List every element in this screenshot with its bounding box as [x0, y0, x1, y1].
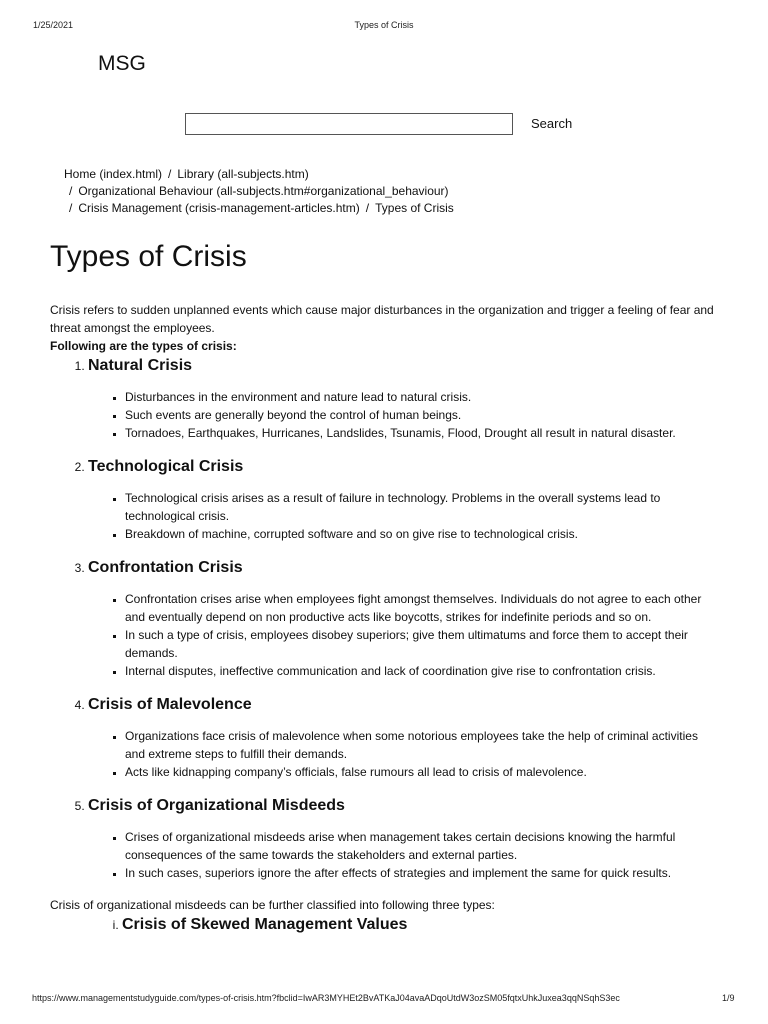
bullet-item: ▪ Breakdown of machine, corrupted software and so on give rise to technological crisis.	[125, 525, 720, 543]
breadcrumb-separator: /	[168, 167, 172, 181]
breadcrumb	[64, 166, 454, 217]
type-heading: Technological Crisis	[88, 458, 244, 475]
breadcrumb-org-behaviour-link[interactable]: Organizational Behaviour (all-subjects.htm#organizational_behaviour)	[78, 184, 449, 198]
types-lead: Following are the types of crisis:	[50, 339, 237, 353]
print-page-number: 1/9	[722, 993, 735, 1003]
bullet-item: ▪ Tornadoes, Earthquakes, Hurricanes, Landslides, Tsunamis, Flood, Drought all result in natural disaster.	[125, 424, 720, 442]
print-footer-url: https://www.managementstudyguide.com/types-of-crisis.htm?fbclid=IwAR3MYHEt2BvATKaJ04avaADqoUtdW3ozSM05fqtxUhkJuxea3qqNSqhS3ec	[32, 993, 620, 1003]
search-input[interactable]	[185, 113, 513, 135]
breadcrumb-library-link[interactable]: Library (all-subjects.htm)	[177, 167, 309, 181]
breadcrumb-line-2	[64, 183, 454, 200]
breadcrumb-current-page: Types of Crisis	[375, 201, 454, 215]
bullet-item: ▪ Confrontation crises arise when employees fight amongst themselves. Individuals do not agree to each other and eventually depend on non productive acts like boycotts, strikes for indefinite periods and so on.	[125, 590, 720, 626]
crisis-type-natural	[88, 355, 720, 442]
crisis-types-list	[50, 355, 720, 882]
bullet-list	[88, 388, 720, 442]
search-button[interactable]: Search	[531, 116, 573, 131]
breadcrumb-separator: /	[69, 184, 73, 198]
article-body	[50, 301, 720, 947]
bullet-item: ▪ Crises of organizational misdeeds arise when management takes certain decisions knowing the harmful consequences of the same towards the stakeholders and external parties.	[125, 828, 720, 864]
bullet-list	[88, 727, 720, 781]
article-intro: Crisis refers to sudden unplanned events which cause major disturbances in the organization and trigger a feeling of fear and threat amongst the employees.	[50, 303, 714, 335]
bullet-list	[88, 489, 720, 543]
breadcrumb-home-link[interactable]: Home (index.html)	[64, 167, 163, 181]
print-date: 1/25/2021	[33, 20, 74, 30]
type-heading: Natural Crisis	[88, 357, 193, 374]
article-title: Types of Crisis	[50, 240, 247, 273]
breadcrumb-crisis-management-link[interactable]: Crisis Management (crisis-management-articles.htm)	[78, 201, 360, 215]
breadcrumb-separator: /	[69, 201, 73, 215]
bullet-list	[88, 590, 720, 680]
bullet-item: ▪ Technological crisis arises as a result of failure in technology. Problems in the overall systems lead to technological crisis.	[125, 489, 720, 525]
site-logo[interactable]: MSG	[98, 52, 146, 75]
breadcrumb-line-3	[64, 200, 454, 217]
bullet-item: ▪ Disturbances in the environment and nature lead to natural crisis.	[125, 388, 720, 406]
print-page-title: Types of Crisis	[354, 20, 414, 30]
sub-type-item	[122, 914, 720, 947]
type-heading: Crisis of Organizational Misdeeds	[88, 797, 345, 814]
crisis-type-organizational-misdeeds	[88, 795, 720, 882]
misdeeds-sub-intro: Crisis of organizational misdeeds can be further classified into following three types:	[50, 898, 495, 912]
misdeeds-sub-types-list	[50, 914, 720, 947]
bullet-item: ▪ Organizations face crisis of malevolence when some notorious employees take the help of criminal activities and extreme steps to fulfill their demands.	[125, 727, 720, 763]
breadcrumb-line-1	[64, 166, 454, 183]
bullet-list	[88, 828, 720, 882]
crisis-type-malevolence	[88, 694, 720, 781]
bullet-item: ▪ Such events are generally beyond the control of human beings.	[125, 406, 720, 424]
type-heading: Confrontation Crisis	[88, 559, 243, 576]
sub-type-heading: Crisis of Skewed Management Values	[122, 916, 408, 933]
bullet-item: ▪ In such cases, superiors ignore the after effects of strategies and implement the same for quick results.	[125, 864, 720, 882]
breadcrumb-separator: /	[365, 201, 370, 215]
bullet-item: ▪ In such a type of crisis, employees disobey superiors; give them ultimatums and force them to accept their demands.	[125, 626, 720, 662]
crisis-type-technological	[88, 456, 720, 543]
crisis-type-confrontation	[88, 557, 720, 680]
bullet-item: ▪ Internal disputes, ineffective communication and lack of coordination give rise to confrontation crisis.	[125, 662, 720, 680]
type-heading: Crisis of Malevolence	[88, 696, 252, 713]
bullet-item: ▪ Acts like kidnapping company’s officials, false rumours all lead to crisis of malevolence.	[125, 763, 720, 781]
